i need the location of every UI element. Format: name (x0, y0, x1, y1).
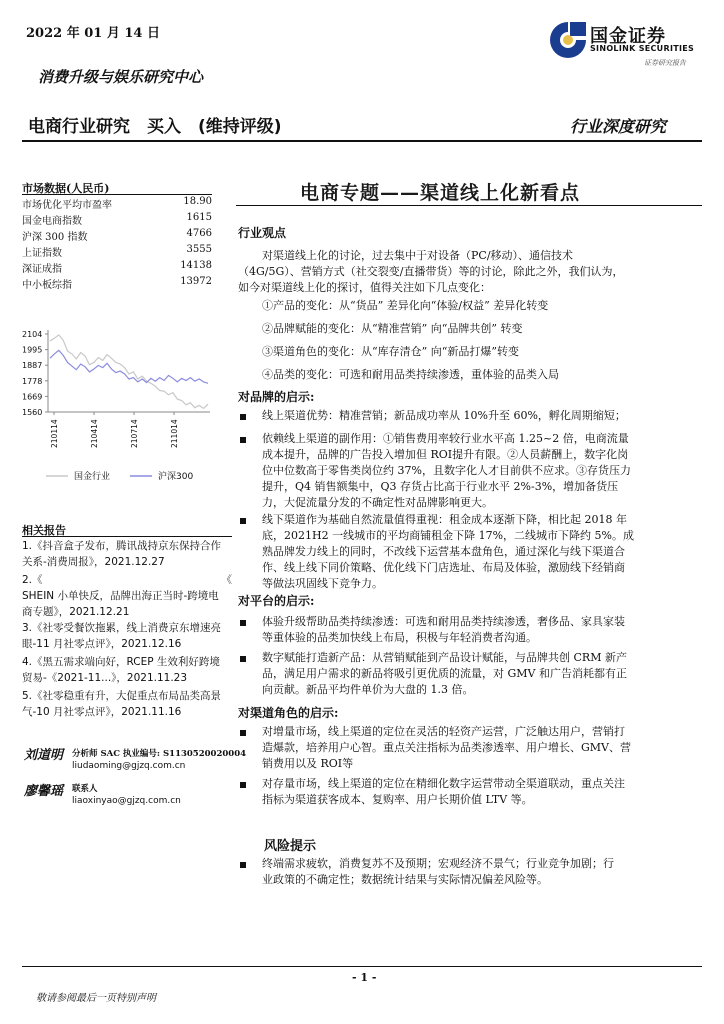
company-logo (548, 18, 698, 68)
chart-x-tick-label: 210414 (90, 419, 99, 448)
related-report-line: 3.《社零受餐饮拖累，线上消费京东增速亮 (22, 622, 222, 634)
chart-y-tick-label: 2104 (22, 330, 43, 339)
bullet-line: 指标为渠道获客成本、复购率、用户长期价值 LTV 等。 (262, 793, 533, 806)
bullet-line: 线下渠道作为基础自然流量值得重视：租金成本逐渐下降，相比起 2018 年 (262, 513, 627, 526)
chart-y-tick-label: 1778 (22, 376, 43, 386)
bullet-line: 对存量市场，线上渠道的定位在精细化数字运营带动全渠道联动，重点关注 (262, 777, 625, 790)
contact-role: 联系人 (72, 784, 98, 794)
market-value: 3555 (186, 244, 212, 255)
change-item: ①产品的变化：从“货品” 差异化向“体验/权益” 差异化转变 (262, 299, 549, 312)
bullet-marker (240, 518, 246, 524)
market-value: 18.90 (183, 196, 212, 207)
market-data-title: 市场数据(人民币) (22, 182, 110, 195)
bullet-line: 品，满足用户需求的新品将吸引更优质的流量，对 GMV 和广告消耗都有正 (262, 667, 627, 680)
market-value: 4766 (186, 228, 212, 239)
bullet-marker (240, 656, 246, 662)
market-label: 市场优化平均市盈率 (22, 200, 112, 211)
bullet-line: 数字赋能打造新产品：从营销赋能到产品设计赋能，与品牌共创 CRM 新产 (262, 651, 627, 664)
header-divider (22, 140, 702, 142)
bullet-line: 提升，Q4 销售额集中，Q3 存货占比高于行业水平 2%-3%，增加备货压 (262, 480, 619, 493)
logo-subtitle: 证券研究报告 (644, 59, 686, 67)
bullet-line: 力，大促流量分发的不确定性对品牌影响更大。 (262, 496, 493, 509)
intro-line: （4G/5G）、营销方式（社交裂变/直播带货）等的讨论，除此之外，我们认为， (238, 265, 624, 278)
view-title: 行业观点 (238, 226, 287, 240)
chart-series-group (50, 335, 208, 409)
chart-legend-label: 国金行业 (74, 472, 111, 482)
related-report-line: 气-10 月社零点评》，2021.11.16 (22, 706, 182, 718)
platform-section-title: 对平台的启示: (238, 594, 315, 608)
chart-x-tick-label: 211014 (170, 419, 179, 448)
related-report-line: SHEIN 小单快反，品牌出海正当时-跨境电 (22, 590, 219, 602)
brand-bullet (262, 408, 690, 424)
chart-y-tick-label: 1995 (22, 345, 43, 355)
bullet-line: 等重体验的品类加快线上布局，积极与年轻消费者沟通。 (262, 631, 537, 644)
bullet-marker (240, 437, 246, 443)
bullet-marker (240, 730, 246, 736)
intro-line: 对渠道线上化的讨论，过去集中于对设备（PC/移动）、通信技术 (262, 249, 574, 262)
bullet-line: 业政策的不确定性；数据统计结果与实际情况偏差风险等。 (262, 873, 548, 886)
bullet-line: 线上渠道优势：精准营销；新品成功率从 10%升至 60%，孵化周期缩短； (262, 409, 626, 422)
market-value: 1615 (186, 212, 212, 223)
bullet-line: 销费用以及 ROI等 (262, 757, 354, 770)
bullet-line: 造爆款，培养用户心智。重点关注指标为品类渗透率、用户增长、GMV、营 (262, 741, 631, 754)
bullet-line: 体验升级帮助品类持续渗透：可选和耐用品类持续渗透，奢侈品、家具家装 (262, 615, 625, 628)
related-report-line: 商专题》，2021.12.21 (22, 606, 130, 618)
bullet-marker (240, 620, 246, 626)
platform-bullet (262, 614, 690, 646)
chart-y-tick-label: 1560 (22, 408, 43, 417)
report-date: 2022 年 01 月 14 日 (26, 26, 160, 41)
index-line-chart (18, 322, 218, 487)
related-report-item[interactable] (22, 572, 232, 620)
bullet-line: 依赖线上渠道的副作用：①销售费用率较行业水平高 1.25~2 倍，电商流量 (262, 432, 629, 445)
market-label: 上证指数 (22, 248, 62, 259)
analyst-role: 分析师 SAC 执业编号: S1130520020004 (72, 749, 247, 759)
related-report-line: 关系-消费周报》，2021.12.27 (22, 556, 165, 568)
chart-series-line (50, 335, 208, 409)
main-title: 电商专题——渠道线上化新看点 (300, 182, 581, 204)
related-report-quote-mark: 《 (221, 574, 232, 586)
page-number: - 1 - (352, 971, 377, 984)
channel-section-title: 对渠道角色的启示: (238, 706, 339, 720)
chart-y-tick-label: 1887 (22, 361, 43, 371)
related-report-line: 2.《 (22, 574, 43, 586)
logo-brand-text: 国金证券 (590, 26, 666, 47)
bullet-line: 熟品牌发力线上的同时，不改线下运营基本盘角色，通过深化与线下渠道合 (262, 545, 625, 558)
market-title-rule (22, 194, 212, 195)
logo-brand-en: SINOLINK SECURITIES (590, 44, 695, 53)
research-center: 消费升级与娱乐研究中心 (38, 68, 204, 86)
change-item: ③渠道角色的变化：从“库存清仓” 向“新品打爆”转变 (262, 345, 519, 358)
related-report-line: 贸易-《2021-11...》，2021.11.23 (22, 672, 188, 684)
analyst-name: 刘道明 (24, 748, 64, 763)
contact-email[interactable]: liaoxinyao@gjzq.com.cn (72, 796, 181, 806)
market-value: 13972 (180, 276, 212, 287)
bullet-marker (240, 782, 246, 788)
related-report-item[interactable] (22, 688, 232, 720)
intro-paragraph (238, 248, 690, 296)
bullet-line: 底，2021H2 一线城市的平均商铺租金下降 17%，二线城市下降约 5%。成 (262, 529, 634, 542)
analyst-email[interactable]: liudaoming@gjzq.com.cn (72, 761, 186, 771)
related-report-item[interactable] (22, 538, 232, 570)
disclaimer-note: 敬请参阅最后一页特别声明 (36, 993, 156, 1004)
industry-rating: 电商行业研究 买入 (维持评级) (28, 117, 282, 137)
bullet-line: 等做法巩固线下竞争力。 (262, 577, 383, 590)
bullet-marker (240, 862, 246, 868)
bullet-marker (240, 414, 246, 420)
bullet-line: 对增量市场，线上渠道的定位在灵活的轻资产运营，广泛触达用户，营销打 (262, 725, 625, 738)
brand-bullet (262, 431, 690, 511)
risk-title: 风险提示 (264, 839, 317, 854)
bullet-line: 终端需求疲软，消费复苏不及预期；宏观经济不景气；行业竞争加剧；行 (262, 857, 614, 870)
related-report-line: 5.《社零稳重有升，大促重点布局品类高景 (22, 690, 222, 702)
related-report-item[interactable] (22, 654, 232, 686)
related-report-line: 4.《黑五需求端向好，RCEP 生效利好跨境 (22, 656, 220, 668)
market-label: 沪深 300 指数 (22, 232, 88, 243)
channel-bullet (262, 776, 690, 808)
brand-section-title: 对品牌的启示: (238, 390, 315, 404)
bullet-line: 位中位数高于零售类岗位约 37%，且数字化人才目前供不应求。③存货压力 (262, 464, 631, 477)
chart-x-tick-label: 210114 (50, 419, 59, 448)
footer-rule (22, 966, 702, 967)
related-report-line: 1.《抖音盒子发布，腾讯战持京东保持合作 (22, 540, 222, 552)
chart-x-tick-label: 210714 (130, 419, 139, 448)
related-report-line-wrap (22, 572, 232, 588)
chart-legend-label: 沪深300 (158, 472, 194, 482)
related-reports-title: 相关报告 (22, 524, 66, 537)
sinolink-logo-icon (548, 20, 588, 60)
intro-line: 如今对渠道线上化的探讨，值得关注如下几点变化： (238, 281, 491, 294)
market-label: 深证成指 (22, 264, 62, 275)
bullet-line: 向贡献。新品平均件单价为大盘的 1.3 倍。 (262, 683, 474, 696)
change-item: ②品牌赋能的变化：从“精准营销” 向“品牌共创” 转变 (262, 322, 523, 335)
market-value: 14138 (180, 260, 212, 271)
bullet-line: 成本提升，品牌的广告投入增加但 ROI提升有限。②人员薪酬上，数字化岗 (262, 448, 629, 461)
related-report-item[interactable] (22, 620, 232, 652)
main-title-rule (236, 205, 702, 206)
related-report-line: 眼-11 月社零点评》，2021.12.16 (22, 638, 182, 650)
contact-name: 廖馨瑶 (24, 784, 64, 799)
bullet-line: 作、线上线下同价策略、优化线下门店选址、布局及体验，激励线下经销商 (262, 561, 625, 574)
market-label: 中小板综指 (22, 280, 72, 291)
related-title-rule (22, 536, 232, 537)
brand-bullet (262, 512, 690, 592)
report-type: 行业深度研究 (570, 117, 667, 136)
risk-bullet (262, 856, 690, 888)
platform-bullet (262, 650, 690, 698)
channel-bullet (262, 724, 690, 772)
market-label: 国金电商指数 (22, 216, 82, 227)
change-item: ④品类的变化：可选和耐用品类持续渗透，重体验的品类入局 (262, 368, 559, 381)
chart-y-tick-label: 1669 (22, 392, 43, 402)
